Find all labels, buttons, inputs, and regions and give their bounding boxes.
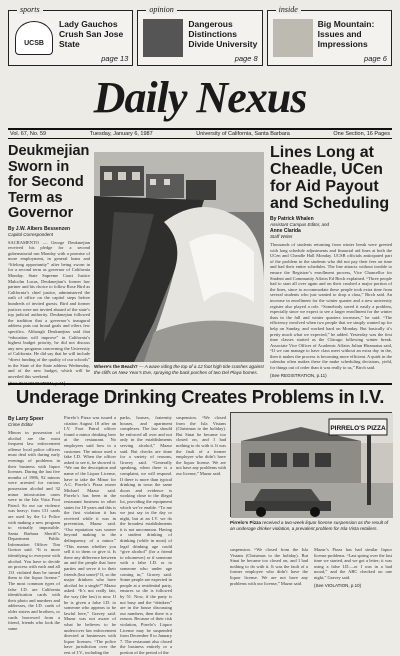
article-lines bbox=[270, 144, 392, 380]
caption-lead: Pirrelo’s Pizza bbox=[230, 520, 261, 525]
pizza-storefront-photo bbox=[231, 413, 393, 518]
promo-sports[interactable] bbox=[8, 5, 133, 66]
article-body-col5: Mazur’s Pizza has had similar liquor license problems. “Last spring over the last time we started, and we got a letter; it was using a false I.D.—or I was in a bad mood,” and the ABC checked on one night,” Gravey said. bbox=[314, 547, 392, 580]
article-byline: By Patrick Whalen bbox=[270, 216, 314, 222]
article-byline-role: Assistant Campus Editor, and bbox=[270, 222, 330, 227]
masthead-infobar bbox=[8, 128, 392, 139]
article-headline[interactable]: Deukmejian Sworn in for Second Term as Governor bbox=[8, 143, 90, 221]
promo-inside[interactable] bbox=[267, 5, 392, 66]
pizza-photo-caption bbox=[230, 520, 392, 531]
article-byline: By J.W. Albers Bessenzen bbox=[8, 225, 71, 232]
promo-thumbnail bbox=[273, 19, 313, 57]
article-byline-role-2: Staff Writer bbox=[270, 234, 293, 239]
university-name: University of California, Santa Barbara bbox=[196, 131, 290, 137]
article-body-col4: suspension. “We closed from the Isla Vistans (Christmas to the holiday). But Sinai he became too closed on, and I had nothing to do with it. It was the fault of a former employee who didn’t have the liquor license. We are not have any problems with our license,” Mazur said. bbox=[230, 547, 308, 586]
underage-headline[interactable]: Underage Drinking Creates Problems in I.V. bbox=[15, 386, 385, 407]
promo-tag: inside bbox=[276, 5, 301, 14]
underage-col-1 bbox=[8, 412, 60, 631]
promo-headline: Lady Gauchos Crush San Jose State bbox=[59, 19, 124, 49]
promo-tag: opinion bbox=[146, 5, 176, 14]
article-byline-role: Capitol Correspondent bbox=[8, 231, 54, 237]
ucsb-logo-icon: UCSB bbox=[15, 21, 53, 55]
promo-headline: Big Mountain: Issues and Impressions bbox=[317, 19, 375, 49]
masthead-title: Daily Nexus bbox=[93, 73, 307, 122]
underage-col-5 bbox=[314, 544, 392, 600]
wave-cliff-photo bbox=[94, 152, 264, 362]
article-deukmejian bbox=[8, 144, 90, 380]
caption-text: received a two-week liquor license suspension as the result of an underage drinker violation, a prevalent problem for Isla Vista retailers. bbox=[230, 520, 389, 531]
masthead bbox=[8, 72, 392, 128]
article-body-col3b: suspension. “We closed from the Isla Vistans (Christmas to the holiday). But Sinai he became too closed on, and I had nothing to do with it. It was the fault of a former employee who didn’t have the liquor license. We are not have any problems with our license,” Mazur said. bbox=[176, 415, 226, 476]
article-body-col1: Minors in possession of alcohol are the most frequent law enforcement offense local police officers must deal with during early evenings of problems in their business with liquor licenses. During the last five months of 1986, 92 minors were arrested for various possession alcohol and 32 minor intoxication cases were in the Isla Vista Foot Patrol. So our car violence was heavy: from 131 cards are used by the Lt Police with making a new program to virtually impossible. Santa Barbara Sheriff’s Department Public Information Officer Tim Gorton said. “It is more identifying to everyone with alcohol. You have to decide on process with each and all 131 violated than be turned them to the liquor license.” The most common types of false I.D. are California identification cards with their photo and numbers and addresses, the I.D. cards of older sisters and brothers, or cards borrowed from a friend, friends who look the same. bbox=[8, 430, 60, 631]
article-body-col3: parks, houses, fraternity houses, and apartment complexes. The law should be enforced all over and not only in the establishments serving alcohol,” Mazur said. But checks are done for a variety of reasons, Gravey said. “Generally speaking, when there is a complaint, we will respond. If there is more than typical drinking in town the same doors and evidence is working close to the illegal lot, providing the equipment which we’re enable. “To me we just say in the day or night, but at an I.V. we do the broadest establishments it is not uncommon. Having a student drinking of drinking (while in most) of legal drinking age could “give alcohol” (for a friend to whomever) or if someone with a false I.D. or to someone who under age coming in,” Gravey said. Some people are expected in people at a residential party, ensures so die is followed by 51. Now, if the party is not busy and the “drinkers” are in the house discussing our numbers, then there is a reason. Because of their risk violation, Pirrelo’s Liquor License may be suspended from December 8 to January 7. The restaurant also closed the business entirely or a portion of the period of the bbox=[120, 415, 172, 655]
issue-date: Tuesday, January 6, 1987 bbox=[89, 131, 153, 137]
article-jump[interactable]: (See VIOLATION, p.10) bbox=[314, 582, 362, 588]
promo-opinion[interactable] bbox=[137, 5, 262, 66]
caption-lead: Where’s the Beach? bbox=[94, 364, 138, 369]
underage-col-2 bbox=[64, 412, 117, 655]
edition-info: One Section, 16 Pages bbox=[333, 131, 390, 137]
article-body-col2: Pirrelo’s Pizza was issued a citation August 18 after an I.V. Foot Patrol officer found a minor drinking beer at the restaurant. No employees said how to a customer. The minor used a fake I.D. When the officer asked to see it, he showed it. “We ran the description and name of the Liquor License, have to take the Minor for A.C. Pirrelo’s Pizza owner Michael Mazur said. Pirrelo’s has been in the restaurant business in other states for 18 years and this is the first violation it has received while it was in prevention, Mazur said. “Our reputation was sooner beyond making to the delinquency of a minor.” “This means whether you sell it to them or give it. Is there any difference between an and the people that have parties and serve it to their friends (but some)? If, so the major drinkers who have alcohol for a single?” Mazur asked. “It’s not really fair, the way (the law) is now. If he is given a false I.D. to someone who appears to be lawful here,” Gravey said. Mazur was not aware of what he believes to be undercover law enforcement directed at businesses with liquor licenses. “The police have jurisdiction over the rest of I.V., including the bbox=[64, 415, 117, 655]
pizza-photo bbox=[230, 412, 392, 517]
article-body: SACRAMENTO — George Deukmejian received his pledge for a second gubernatorial run Monday with a promise of more employment, in general loans and “lifelong opportunity” after being sworn in for a second term as governor of California Monday. State Supreme Court Justice Malcolm Lucas, Deukmejian’s former law partner and his choice to follow Rose Bird as California’s chief justice, administered the oath of office on the capitol steps before hundreds of invited guests. Bird and former justices were not invited aboard of the state’s top judicial authority. Deukmejian followed the tradition that a governor’s inaugural address puts out broad goals and offers few specifics. Although Deukmejian said that “education will improve” in California’s highest budget priority, he did not discuss any new programs concerning the University of California. He did say that he will include “direct funding of the quality of our schools” in the State of the State address Wednesday, and of the new budget, which will be unveiled this weekend. bbox=[8, 239, 90, 379]
article-byline: By Larry Speer bbox=[8, 416, 44, 422]
article-byline-role: Crime Editor bbox=[8, 422, 34, 427]
article-jump[interactable]: (See REGISTRATION, p.11) bbox=[270, 372, 327, 378]
section-divider bbox=[8, 383, 392, 385]
underage-col-4 bbox=[230, 544, 308, 600]
storefront-sign: PIRRELO'S PIZZA bbox=[330, 425, 386, 432]
promo-page: page 13 bbox=[101, 54, 129, 63]
volume-number: Vol. 67, No. 59 bbox=[10, 131, 47, 137]
newspaper-page bbox=[8, 5, 392, 655]
promo-tag: sports bbox=[17, 5, 43, 14]
main-photo-caption bbox=[94, 364, 264, 375]
underage-col-3b bbox=[176, 412, 226, 600]
caption-text: — A wave riding the top of a 12 foot high tide crashes against the cliffs on New Year’s Eve, spraying the back porches of two Del Playa homes. bbox=[94, 364, 264, 375]
underage-col-3 bbox=[120, 412, 172, 655]
article-headline[interactable]: Lines Long at Cheadle, UCen for Aid Payout and Scheduling bbox=[270, 144, 390, 212]
promo-page: page 8 bbox=[234, 54, 258, 63]
promo-strip bbox=[8, 5, 392, 66]
promo-page: page 6 bbox=[364, 54, 387, 63]
article-body: Thousands of students returning from winter break were greeted with long schedule adjustments and financial aid lines at both the UCen and Cheadle Hall Monday. UCSB officials anticipated part of the problem in the students who did not pay their fees on time and had their entire schedules. The line attracts without trouble to ensure the Registrar’s enrollment process, Vice Chancellor for Student and Community Affairs Ed Birch explained. “Three people had to start all over again and on their crushed a major portion of the lines, since to accommodate these people took extra time from several students who just wanted to drop a class,” Birch said. An increase in enrollment for the winter quarter and a new university register also played a role. “Somebody saved it easily a problem, especially since we expect to see a larger enrollment for the winter than in the fall and winter quarters increases,” he said. “The efficiency involved when two people that we simply wanted up for help on Sunday, and worked hard on Monday. But basically it’s pretty much what we expected,” he added. Yesterday was the first time classes started as the Chicago following winter break. Associate Vice Officer of Academic Affairs Julian Hiramatsu said, “If we can manage to have class meet without an extra day in the, then it makes the process is becoming more efficient. A quirk in the calendar often makes these the make scheduling decisions, yield, for things out of order than it was really to us,” Birch said. bbox=[270, 242, 392, 371]
article-byline-2: Anne Clarida bbox=[270, 228, 301, 234]
main-photo bbox=[94, 152, 264, 362]
promo-headline: Dangerous Distinctions Divide University bbox=[188, 19, 258, 49]
promo-thumbnail bbox=[143, 19, 183, 57]
